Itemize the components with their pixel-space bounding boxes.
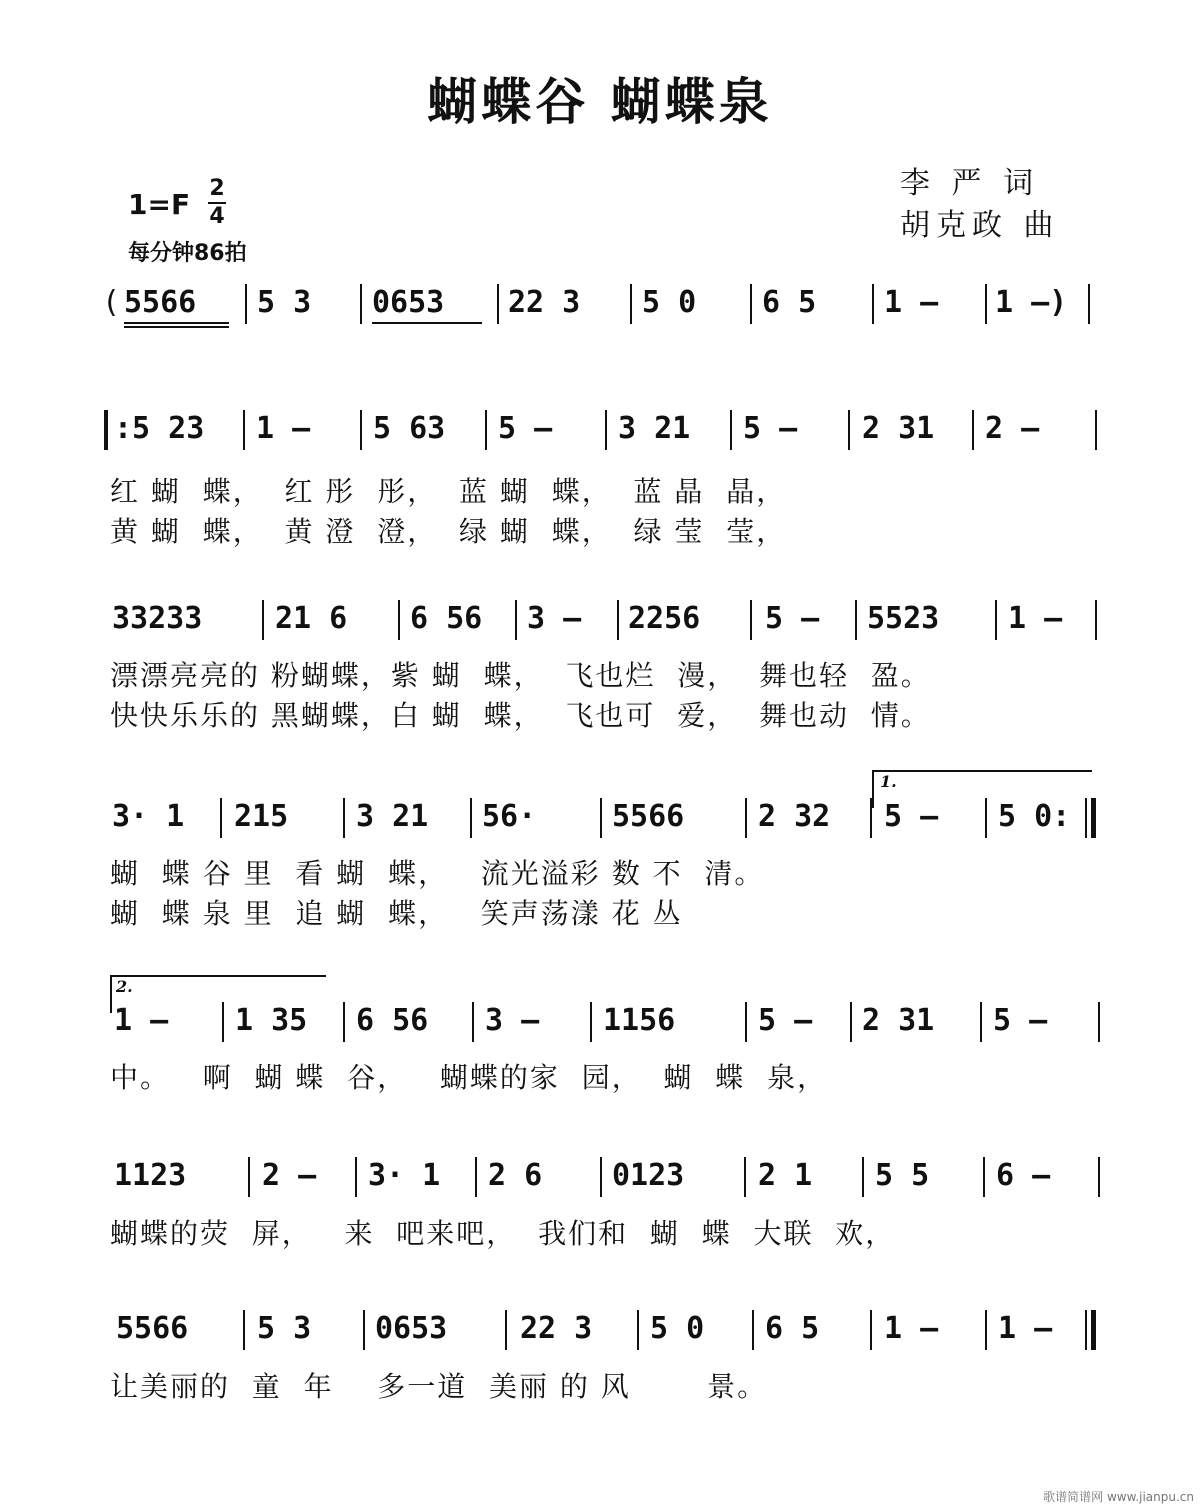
score-line-5: 1 – 1 35 6 56 3 – 1156 5 – 2 31 5 – — [0, 1000, 1200, 1080]
lyricist-credit: 李 严 词 — [900, 166, 1040, 201]
first-ending-label: 1. — [880, 772, 897, 791]
lyric-line-4-verse-2: 蝴 蝶 泉 里 追 蝴 蝶， 笑声荡漾 花 丛 — [110, 897, 683, 930]
score-line-1: ( 5566 5 3 0653 22 3 5 0 6 5 1 – 1 –) — [0, 282, 1200, 362]
composer-credit: 胡克政 曲 — [900, 208, 1060, 243]
watermark: 歌谱简谱网 www.jianpu.cn — [1043, 1490, 1194, 1504]
lyric-line-6: 蝴蝶的荧 屏， 来 吧来吧， 我们和 蝴 蝶 大联 欢， — [110, 1217, 896, 1250]
score-line-6: 1123 2 – 3· 1 2 6 0123 2 1 5 5 6 – — [0, 1155, 1200, 1235]
lyric-line-3-verse-2: 快快乐乐的 黑蝴蝶，白 蝴 蝶， 飞也可 爱， 舞也动 情。 — [110, 699, 931, 732]
lyric-line-4-verse-1: 蝴 蝶 谷 里 看 蝴 蝶， 流光溢彩 数 不 清。 — [110, 857, 765, 890]
time-signature-top: 2 — [209, 176, 225, 201]
lyric-line-2-verse-1: 红 蝴 蝶， 红 彤 彤， 蓝 蝴 蝶， 蓝 晶 晶， — [110, 475, 787, 508]
song-title: 蝴蝶谷 蝴蝶泉 — [427, 72, 773, 131]
score-line-7: 5566 5 3 0653 22 3 5 0 6 5 1 – 1 – — [0, 1308, 1200, 1388]
time-signature-bottom: 4 — [209, 204, 225, 229]
key-signature: 1=F — [128, 188, 191, 221]
time-signature — [208, 178, 226, 228]
score-line-3: 33233 21 6 6 56 3 – 2256 5 – 5523 1 – — [0, 598, 1200, 678]
lyric-line-5: 中。 啊 蝴 蝶 谷， 蝴蝶的家 园， 蝴 蝶 泉， — [110, 1061, 828, 1094]
lyric-line-2-verse-2: 黄 蝴 蝶， 黄 澄 澄， 绿 蝴 蝶， 绿 莹 莹， — [110, 515, 787, 548]
tempo-marking: 每分钟86拍 — [128, 241, 247, 266]
score-line-2: :5 23 1 – 5 63 5 – 3 21 5 – 2 31 2 – — [0, 408, 1200, 488]
score-line-4: 3· 1 215 3 21 56· 5566 2 32 5 – 5 0: — [0, 796, 1200, 876]
second-ending-label: 2. — [116, 977, 133, 996]
lyric-line-7: 让美丽的 童 年 多一道 美丽 的 风 景。 — [110, 1370, 768, 1403]
lyric-line-3-verse-1: 漂漂亮亮的 粉蝴蝶，紫 蝴 蝶， 飞也烂 漫， 舞也轻 盈。 — [110, 659, 931, 692]
